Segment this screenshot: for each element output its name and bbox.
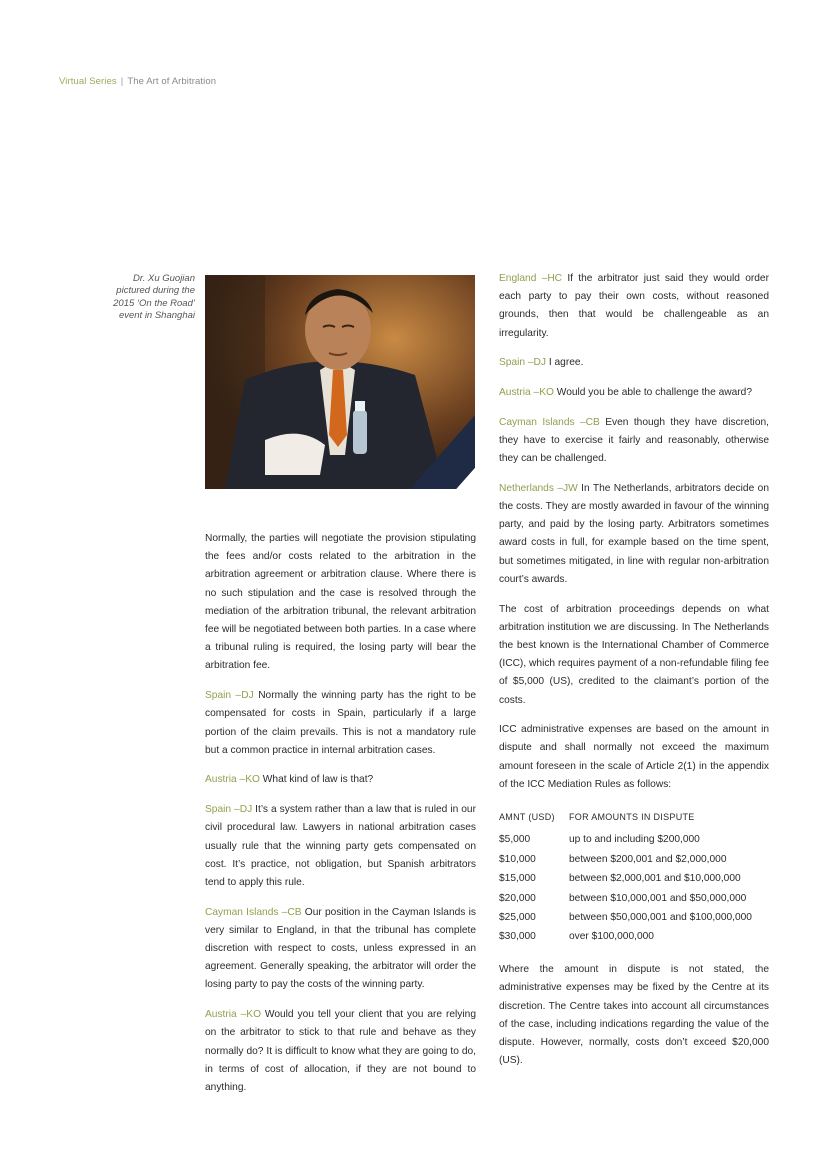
fee-amount-cell: $30,000 xyxy=(499,931,536,943)
speaker-label: England –HC xyxy=(499,273,563,284)
fee-amount-cell: $5,000 xyxy=(499,834,531,846)
right-column-dialogue xyxy=(499,270,769,794)
fee-table-row xyxy=(499,889,769,908)
right-column-closing xyxy=(499,961,769,1070)
speaker-label: Austria –KO xyxy=(499,387,554,399)
dialogue-paragraph xyxy=(205,1006,476,1097)
speaker-label: Spain –DJ xyxy=(499,357,547,369)
dialogue-paragraph xyxy=(499,480,769,589)
running-header xyxy=(59,76,216,87)
paragraph-text: ICC administrative expenses are based on the amount in dispute and shall normally not exceed the maximum amount foreseen in the scale of Article 2(1) in the appendix of the ICC Mediation Rules as follows: xyxy=(499,724,769,790)
fee-table-row xyxy=(499,850,769,869)
dialogue-paragraph xyxy=(205,771,476,789)
body-paragraph xyxy=(205,530,476,676)
dialogue-paragraph xyxy=(205,687,476,760)
portrait-illustration xyxy=(205,275,475,489)
paragraph-text: Would you tell your client that you are relying on the arbitrator to stick to that rule and behave as they normally do? It is difficult to know what they are going to do, in terms of cost of allocation, if they are not bound to anything. xyxy=(205,1009,476,1093)
fee-amount-cell: $20,000 xyxy=(499,892,536,904)
body-paragraph xyxy=(499,601,769,710)
dispute-range-cell: between $50,000,001 and $100,000,000 xyxy=(569,911,752,923)
dialogue-paragraph xyxy=(499,354,769,372)
dispute-range-cell: between $2,000,001 and $10,000,000 xyxy=(569,873,741,885)
fee-table-row xyxy=(499,831,769,850)
publication-title: The Art of Arbitration xyxy=(127,76,217,87)
photo-caption: Dr. Xu Guojian pictured during the 2015 ‘On the Road’ event in Shanghai xyxy=(113,273,195,322)
speaker-label: Austria –KO xyxy=(205,1009,261,1021)
fee-table-header-row xyxy=(499,806,769,831)
fee-amount-cell: $15,000 xyxy=(499,873,536,885)
paragraph-text: Where the amount in dispute is not stated, the administrative expenses may be fixed by the Centre at its discretion. The Centre takes into account all circumstances of the case, including indications regarding the value of the dispute. However, normally, costs don’t exceed $20,000 (US). xyxy=(499,964,769,1067)
dispute-range-cell: between $10,000,001 and $50,000,000 xyxy=(569,892,747,904)
speaker-label: Cayman Islands –CB xyxy=(205,906,302,918)
left-text-column xyxy=(205,530,476,1109)
paragraph-text: Would you be able to challenge the award? xyxy=(556,387,752,399)
right-text-column xyxy=(499,270,769,1082)
paragraph-text: If the arbitrator just said they would order each party to pay their own costs, without reasoned grounds, then that would be challengeable as an irregularity. xyxy=(499,273,769,339)
speaker-label: Spain –DJ xyxy=(205,804,253,816)
series-label: Virtual Series xyxy=(59,76,117,87)
paragraph-text: What kind of law is that? xyxy=(262,774,374,786)
dialogue-paragraph xyxy=(499,414,769,469)
fee-amount-cell: $10,000 xyxy=(499,853,536,865)
body-paragraph xyxy=(499,721,769,794)
paragraph-text: Even though they have discretion, they have to exercise it fairly and reasonably, otherwise they can be challenged. xyxy=(499,416,769,465)
dialogue-paragraph xyxy=(205,801,476,892)
speaker-label: Spain –DJ xyxy=(205,690,254,702)
fee-table-row xyxy=(499,870,769,889)
speaker-label: Netherlands –JW xyxy=(499,482,578,494)
paragraph-text: I agree. xyxy=(548,357,584,369)
paragraph-text: In The Netherlands, arbitrators decide on the costs. They are mostly awarded in favour of the winning party, and paid by the losing party. Arbitrators sometimes award costs in full, for example based on the time spent, but sometimes mitigated, in line with regular non-arbitration court’s awards. xyxy=(499,482,769,585)
speaker-label: Austria –KO xyxy=(205,774,260,786)
fee-amount-cell: $25,000 xyxy=(499,911,536,923)
paragraph-text: It’s a system rather than a law that is ruled in our civil procedural law. Lawyers in national arbitration cases usually rule that the winning party gets compensated on cost. It’s practice, not obligation, but Spanish arbitrators tend to apply this rule. xyxy=(205,804,476,888)
paragraph-text: Normally the winning party has the right to be compensated for costs in Spain, particularly if a large portion of the claim prevails. This is not a mandatory rule but a common practice in internal arbitration cases. xyxy=(205,690,476,756)
paragraph-text: Normally, the parties will negotiate the provision stipulating the fees and/or costs related to the arbitration in the arbitration agreement or arbitration clause. Where there is no such stipulation and the case is resolved through the mediation of the arbitration tribunal, the relevant arbitration fee will be negotiated between both parties. In a case where a tribunal ruling is required, the losing party will bear the arbitration fee. xyxy=(205,533,476,672)
fee-table-row xyxy=(499,908,769,927)
portrait-photo xyxy=(205,275,475,489)
dialogue-paragraph xyxy=(499,270,769,343)
dialogue-paragraph xyxy=(499,384,769,402)
speaker-label: Cayman Islands –CB xyxy=(499,416,600,428)
fee-table-header-range: FOR AMOUNTS IN DISPUTE xyxy=(569,811,695,822)
paragraph-text: The cost of arbitration proceedings depends on what arbitration institution we are discussing. In The Netherlands the best known is the International Chamber of Commerce (ICC), which requires payment of a non-refundable filing fee of $5,000 (US), credited to the claimant’s portion of the costs. xyxy=(499,603,769,706)
dispute-range-cell: over $100,000,000 xyxy=(569,931,654,943)
fee-table-row xyxy=(499,928,769,947)
fee-table-header-amount: AMNT (USD) xyxy=(499,811,555,822)
dispute-range-cell: up to and including $200,000 xyxy=(569,834,700,846)
dispute-range-cell: between $200,001 and $2,000,000 xyxy=(569,853,727,865)
header-separator: | xyxy=(120,76,124,87)
body-paragraph xyxy=(499,961,769,1070)
paragraph-text: Our position in the Cayman Islands is very similar to England, in that the tribunal has complete discretion with respect to costs, unless expressed in an agreement. Generally speaking, the arbitrator will order the losing party to pay the costs of the winning party. xyxy=(205,906,476,991)
fee-scale-table xyxy=(499,806,769,948)
dialogue-paragraph xyxy=(205,904,476,995)
